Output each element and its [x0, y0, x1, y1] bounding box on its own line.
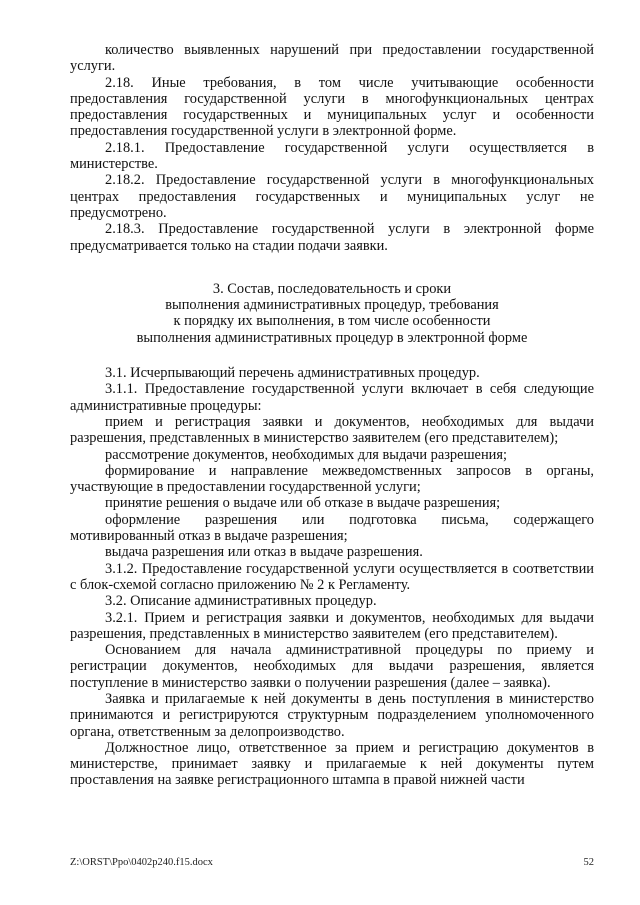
- paragraph: 3.2. Описание административных процедур.: [105, 593, 377, 610]
- list-item: выдача разрешения или отказ в выдаче разрешения.: [105, 544, 423, 561]
- paragraph: 3.1.2. Предоставление государственной услуги осуществляется в соответствии с блок-схемой согласно приложению № 2 к Регламенту.: [70, 560, 594, 593]
- paragraph: 2.18.3. Предоставление государственной услуги в электронной форме предусматривается только на стадии подачи заявки.: [70, 221, 594, 254]
- footer-file-path: Z:\ORST\Ppo\0402p240.f15.docx: [70, 857, 213, 868]
- page-number: 52: [583, 857, 594, 868]
- section-heading-line: выполнения административных процедур, требования: [165, 297, 499, 314]
- list-item: оформление разрешения или подготовка письма, содержащего мотивированный отказ в выдаче разрешения;: [70, 511, 594, 545]
- paragraph: Основанием для начала административной процедуры по приему и регистрации документов, необходимых для выдачи разрешения, является поступление в министерство заявки о получении разрешения (далее – заявка).: [70, 642, 594, 691]
- list-item: формирование и направление межведомственных запросов в органы, участвующие в предоставлении государственной услуги;: [70, 462, 594, 496]
- section-heading-line: 3. Состав, последовательность и сроки: [212, 280, 452, 297]
- list-item: прием и регистрация заявки и документов, необходимых для выдачи разрешения, представленных в министерство заявителем (его представителем);: [70, 413, 594, 447]
- paragraph: Должностное лицо, ответственное за прием и регистрацию документов в министерстве, принимает заявку и прилагаемые к ней документы путем проставления на заявке регистрационного штампа в правой нижней части: [70, 739, 594, 789]
- section-heading-line: выполнения административных процедур в электронной форме: [136, 329, 528, 346]
- paragraph: Заявка и прилагаемые к ней документы в день поступления в министерство принимаются и регистрируются структурным подразделением уполномоченного органа, ответственным за делопроизводство.: [70, 690, 594, 740]
- document-body: [70, 42, 594, 789]
- section-heading-line: к порядку их выполнения, в том числе особенности: [173, 313, 491, 330]
- section-heading: [70, 281, 594, 346]
- paragraph: 3.1.1. Предоставление государственной услуги включает в себя следующие административные процедуры:: [70, 381, 594, 414]
- paragraph: количество выявленных нарушений при предоставлении государственной услуги.: [70, 42, 594, 75]
- list-item: принятие решения о выдаче или об отказе в выдаче разрешения;: [105, 495, 501, 512]
- paragraph: 3.2.1. Прием и регистрация заявки и документов, необходимых для выдачи разрешения, представленных в министерство заявителем (его представителем).: [70, 609, 594, 642]
- paragraph: 3.1. Исчерпывающий перечень административных процедур.: [105, 365, 480, 382]
- paragraph: 2.18. Иные требования, в том числе учитывающие особенности предоставления государственной услуги в многофункциональных центрах предоставления государственных и муниципальных услуг и особенности предоставления государственной услуги в электронной форме.: [70, 74, 594, 140]
- list-item: рассмотрение документов, необходимых для выдачи разрешения;: [105, 446, 507, 463]
- paragraph: 2.18.2. Предоставление государственной услуги в многофункциональных центрах предоставления государственных и муниципальных услуг не предусмотрено.: [70, 172, 594, 221]
- paragraph: 2.18.1. Предоставление государственной услуги осуществляется в министерстве.: [70, 139, 594, 173]
